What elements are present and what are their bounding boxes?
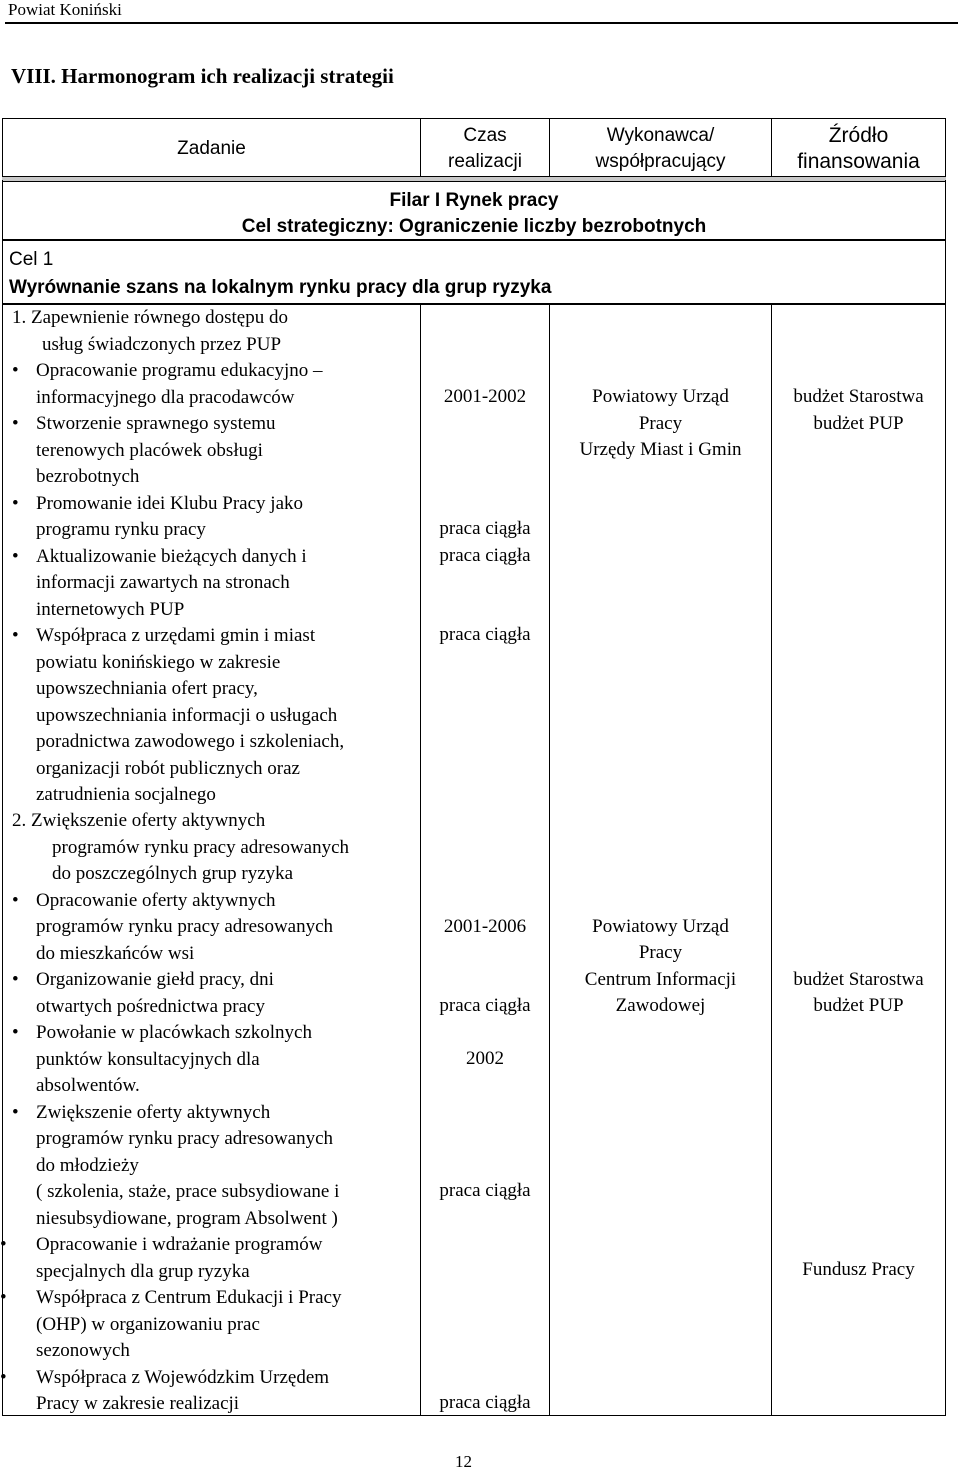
bullet-icon: • <box>12 889 19 911</box>
list-item-line: specjalnych dla grup ryzyka <box>36 1260 250 1282</box>
time-value: praca ciągła <box>439 1392 531 1413</box>
executor-line: Powiatowy Urząd <box>592 386 729 407</box>
block2-heading <box>2 808 421 888</box>
list-item <box>2 888 421 968</box>
list-item-line: bezrobotnych <box>36 466 140 487</box>
block1-tasks <box>2 305 421 809</box>
executor-line: Powiatowy Urząd <box>592 916 729 937</box>
list-item <box>2 1020 421 1100</box>
section-title: VIII. Harmonogram ich realizacji strategii <box>11 64 394 88</box>
executor-line: Pracy <box>638 942 683 963</box>
funding-line: budżet PUP <box>813 995 904 1016</box>
list-item-line: Organizowanie giełd pracy, dni <box>36 969 274 990</box>
block2-heading-line1: 2. Zwiększenie oferty aktywnych <box>12 810 266 831</box>
block1-heading-line2: usług świadczonych przez PUP <box>42 333 282 355</box>
block1-times <box>420 0 550 1471</box>
bullet-icon: • <box>12 360 19 381</box>
executor-line: Centrum Informacji <box>584 969 737 990</box>
funding-line: budżet Starostwa <box>793 386 924 407</box>
list-item-line: punktów konsultacyjnych dla <box>36 1048 260 1070</box>
list-item-line: otwartych pośrednictwa pracy <box>36 995 265 1017</box>
list-item-line: poradnictwa zawodowego i szkoleniach, <box>36 731 345 752</box>
filar-title: Filar I Rynek pracy <box>389 190 559 211</box>
time-value: 2001-2006 <box>443 916 527 937</box>
funding-values <box>771 0 946 1471</box>
bullet-icon: • <box>12 545 19 567</box>
list-item-line: informacyjnego dla pracodawców <box>36 386 295 408</box>
list-item <box>2 1285 421 1365</box>
time-value: 2001-2002 <box>443 386 527 407</box>
list-item-line: Promowanie idei Klubu Pracy jako <box>36 492 304 514</box>
goal-number: Cel 1 <box>9 249 54 270</box>
list-item-line: Zwiększenie oferty aktywnych <box>36 1101 271 1123</box>
bullet-icon: • <box>12 625 19 646</box>
list-item <box>2 358 421 411</box>
time-value: praca ciągła <box>439 518 531 539</box>
list-item-line: do młodzieży <box>36 1154 139 1176</box>
bullet-icon: • <box>12 492 19 514</box>
goal-title: Wyrównanie szans na lokalnym rynku pracy dla grup ryzyka <box>9 277 552 298</box>
list-item-line: do mieszkańców wsi <box>36 942 195 964</box>
bullet-icon: • <box>0 1287 7 1308</box>
page-number: 12 <box>455 1452 472 1471</box>
header-executor-line2: współpracujący <box>595 151 726 172</box>
block1-heading-line1: 1. Zapewnienie równego dostępu do <box>12 307 288 328</box>
list-item-line: zatrudnienia socjalnego <box>36 784 216 805</box>
block2-heading-line2: programów rynku pracy adresowanych <box>52 836 350 858</box>
executor-line: Zawodowej <box>615 995 706 1016</box>
funding-line: Fundusz Pracy <box>802 1259 915 1280</box>
time-value: praca ciągła <box>439 995 531 1016</box>
strategic-goal: Cel strategiczny: Ograniczenie liczby bezrobotnych <box>241 216 707 237</box>
list-item-line: Współpraca z urzędami gmin i miast <box>36 625 316 646</box>
list-item-line: Stworzenie sprawnego systemu <box>36 413 276 434</box>
list-item-line: terenowych placówek obsługi <box>36 439 263 461</box>
list-item <box>2 544 421 624</box>
list-item <box>2 411 421 491</box>
header-time-line2: realizacji <box>448 151 522 172</box>
header-funding-line2: finansowania <box>797 150 920 173</box>
list-item-line: Opracowanie i wdrażanie programów <box>36 1234 323 1255</box>
bullet-icon: • <box>12 969 19 990</box>
header-time-line1: Czas <box>463 125 507 146</box>
list-item-line: Powołanie w placówkach szkolnych <box>36 1022 312 1043</box>
bullet-icon: • <box>0 1234 7 1255</box>
executor-values <box>549 0 772 1471</box>
list-item <box>2 491 421 544</box>
bullet-icon: • <box>12 1022 19 1043</box>
list-item-line: upowszechniania ofert pracy, <box>36 678 258 699</box>
time-value: praca ciągła <box>439 545 531 566</box>
list-item-line: (OHP) w organizowaniu prac <box>36 1313 260 1335</box>
block2-tasks <box>2 808 421 1418</box>
list-item-line: Współpraca z Wojewódzkim Urzędem <box>36 1366 330 1388</box>
list-item-line: Opracowanie programu edukacyjno – <box>36 360 323 381</box>
time-value: praca ciągła <box>439 1180 531 1201</box>
list-item-line: organizacji robót publicznych oraz <box>36 757 300 779</box>
bullet-icon: • <box>12 1101 19 1123</box>
header-funding-line1: Źródło <box>828 124 889 147</box>
funding-line: budżet Starostwa <box>793 969 924 990</box>
list-item-line: programów rynku pracy adresowanych <box>36 1128 334 1149</box>
bullet-icon: • <box>12 413 19 434</box>
list-item-line: Współpraca z Centrum Edukacji i Pracy <box>36 1287 342 1308</box>
time-value: 2002 <box>466 1048 504 1069</box>
block2-task-list <box>2 888 421 1418</box>
list-item-line: sezonowych <box>36 1340 130 1361</box>
list-item-line: Opracowanie oferty aktywnych <box>36 889 276 911</box>
list-item-line: upowszechniania informacji o usługach <box>36 704 338 726</box>
funding-line: budżet PUP <box>813 413 904 434</box>
block1-heading <box>2 305 421 358</box>
executor-line: Pracy <box>638 413 683 434</box>
list-item <box>2 967 421 1020</box>
list-item-line: informacji zawartych na stronach <box>36 572 290 593</box>
time-value: praca ciągła <box>439 624 531 645</box>
list-item-line: internetowych PUP <box>36 598 185 620</box>
list-item <box>2 1232 421 1285</box>
list-item-line: programu rynku pracy <box>36 519 206 540</box>
list-item-line: powiatu konińskiego w zakresie <box>36 651 281 673</box>
executor-line: Urzędy Miast i Gmin <box>579 439 742 460</box>
list-item-line: Pracy w zakresie realizacji <box>36 1393 240 1414</box>
block2-heading-line3: do poszczególnych grup ryzyka <box>52 863 294 884</box>
list-item <box>2 1365 421 1418</box>
list-item-line: ( szkolenia, staże, prace subsydiowane i <box>36 1181 340 1202</box>
block1-task-list <box>2 358 421 809</box>
list-item-line: niesubsydiowane, program Absolwent ) <box>36 1207 338 1229</box>
list-item <box>2 1100 421 1233</box>
list-item-line: programów rynku pracy adresowanych <box>36 916 334 937</box>
list-item-line: absolwentów. <box>36 1075 140 1096</box>
header-executor-line1: Wykonawca/ <box>606 125 715 146</box>
header-task <box>2 118 421 180</box>
header-task-label: Zadanie <box>177 138 246 159</box>
running-header: Powiat Koniński <box>8 0 122 19</box>
list-item-line: Aktualizowanie bieżących danych i <box>36 545 307 567</box>
list-item <box>2 623 421 809</box>
bullet-icon: • <box>0 1366 7 1388</box>
